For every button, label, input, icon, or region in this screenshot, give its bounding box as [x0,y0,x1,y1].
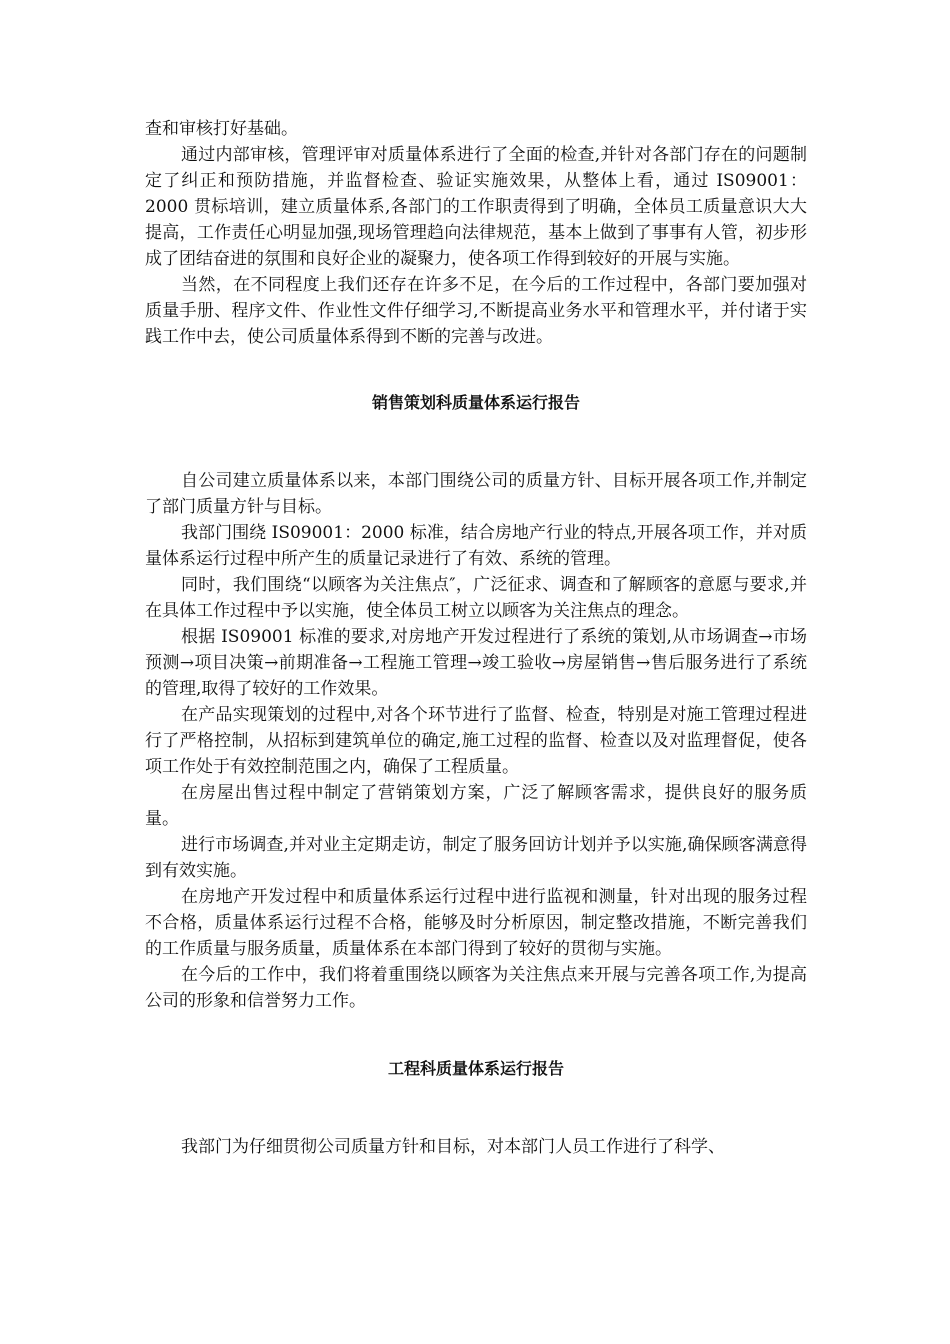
paragraph: 我部门围绕 IS09001：2000 标准，结合房地产行业的特点,开展各项工作，并对质量体系运行过程中所产生的质量记录进行了有效、系统的管理。 [145,523,807,569]
paragraph: 我部门为仔细贯彻公司质量方针和目标，对本部门人员工作进行了科学、 [181,1137,725,1157]
paragraph: 在今后的工作中，我们将着重围绕以顾客为关注焦点来开展与完善各项工作,为提高公司的形象和信誉努力工作。 [145,965,807,1011]
paragraph: 在产品实现策划的过程中,对各个环节进行了监督、检查，特别是对施工管理过程进行了严格控制，从招标到建筑单位的确定,施工过程的监督、检查以及对监理督促，使各项工作处于有效控制范围之内，确保了工程质量。 [145,705,807,777]
section-heading-sales: 销售策划科质量体系运行报告 [371,393,580,412]
paragraph: 通过内部审核，管理评审对质量体系进行了全面的检查,并针对各部门存在的问题制定了纠正和预防措施，并监督检查、验证实施效果，从整体上看，通过 IS09001：2000 贯标培训，建立质量体系,各部门的工作职责得到了明确，全体员工质量意识大大提高，工作责任心明显加强,现场管理趋向法律规范，基本上做到了事事有人管，初步形成了团结奋进的氛围和良好企业的凝聚力，使各项工作得到较好的开展与实施。 [145,145,807,269]
paragraph: 根据 IS09001 标准的要求,对房地产开发过程进行了系统的策划,从市场调查→市场预测→项目决策→前期准备→工程施工管理→竣工验收→房屋销售→售后服务进行了系统的管理,取得了较好的工作效果。 [145,627,807,699]
document-page [145,116,807,1160]
paragraph: 同时，我们围绕“以顾客为关注焦点″，广泛征求、调查和了解顾客的意愿与要求,并在具体工作过程中予以实施，使全体员工树立以顾客为关注焦点的理念。 [145,575,807,621]
paragraph: 在房屋出售过程中制定了营销策划方案，广泛了解顾客需求，提供良好的服务质量。 [145,783,807,829]
paragraph: 查和审核打好基础。 [145,119,298,139]
paragraph: 在房地产开发过程中和质量体系运行过程中进行监视和测量，针对出现的服务过程不合格，质量体系运行过程不合格，能够及时分析原因，制定整改措施，不断完善我们的工作质量与服务质量，质量体系在本部门得到了较好的贯彻与实施。 [145,887,807,959]
paragraph: 自公司建立质量体系以来，本部门围绕公司的质量方针、目标开展各项工作,并制定了部门质量方针与目标。 [145,471,807,517]
paragraph: 进行市场调查,并对业主定期走访，制定了服务回访计划并予以实施,确保顾客满意得到有效实施。 [145,835,807,881]
section-heading-engineering: 工程科质量体系运行报告 [387,1059,564,1078]
paragraph: 当然，在不同程度上我们还存在许多不足，在今后的工作过程中，各部门要加强对质量手册、程序文件、作业性文件仔细学习,不断提高业务水平和管理水平，并付诸于实践工作中去，使公司质量体系得到不断的完善与改进。 [145,275,807,347]
